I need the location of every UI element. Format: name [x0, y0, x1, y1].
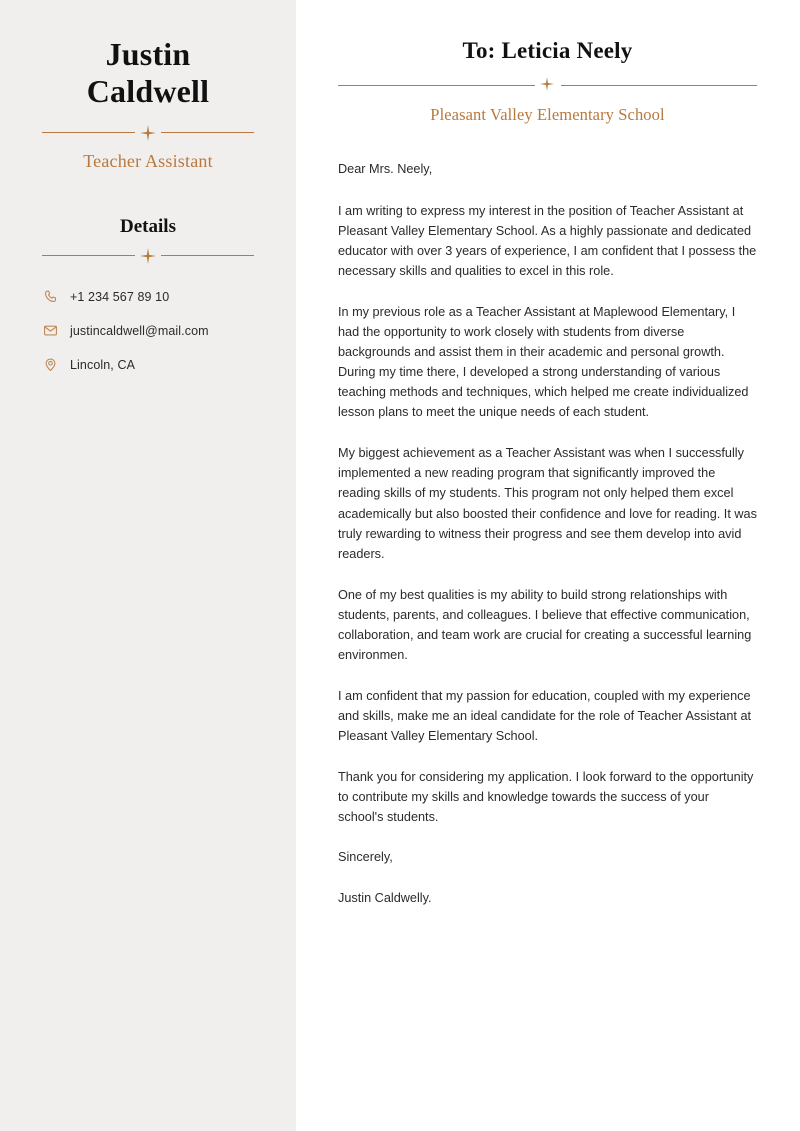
contact-phone	[42, 288, 296, 306]
candidate-last-name: Caldwell	[86, 73, 210, 110]
name-divider	[42, 125, 254, 141]
candidate-first-name: Justin	[105, 36, 191, 72]
email-value: justincaldwell@mail.com	[70, 323, 209, 338]
divider-line-right	[561, 85, 758, 86]
divider-line-right	[161, 255, 254, 256]
star-ornament-icon	[540, 77, 556, 93]
letter-signature: Justin Caldwelly.	[338, 891, 432, 905]
letter-organization: Pleasant Valley Elementary School	[430, 105, 665, 124]
location-value: Lincoln, CA	[70, 357, 136, 372]
letter-content	[296, 0, 800, 1131]
contact-location	[42, 356, 296, 374]
candidate-name	[18, 36, 278, 111]
star-ornament-icon	[140, 125, 156, 141]
letter-paragraph: I am confident that my passion for education, coupled with my experience and skills, make me an ideal candidate for the role of Teacher Assistant at Pleasant Valley Elementary School.	[338, 688, 752, 744]
divider-line-left	[42, 255, 135, 256]
contact-list	[0, 288, 296, 374]
sidebar	[0, 0, 296, 1131]
letter-paragraph: One of my best qualities is my ability to build strong relationships with students, parents, and colleagues. I believe that effective communication, collaboration, and team work are crucial for creating a successful learning environmen.	[338, 587, 752, 662]
envelope-icon	[42, 322, 59, 339]
divider-line-right	[161, 132, 254, 133]
divider-line-left	[338, 85, 535, 86]
candidate-role: Teacher Assistant	[83, 150, 213, 171]
location-pin-icon	[42, 356, 59, 373]
letter-salutation: Dear Mrs. Neely,	[338, 162, 433, 176]
name-block	[0, 36, 296, 111]
details-divider	[42, 248, 254, 264]
letter-header-divider	[338, 77, 757, 93]
contact-email	[42, 322, 296, 340]
letter-paragraph: I am writing to express my interest in the position of Teacher Assistant at Pleasant Valley Elementary School. As a highly passionate and dedicated educator with over 3 years of experience, I am confident that I possess the necessary skills and qualities to excel in this role.	[338, 203, 757, 278]
star-ornament-icon	[140, 248, 156, 264]
letter-body	[338, 160, 757, 909]
details-heading: Details	[120, 215, 176, 237]
divider-line-left	[42, 132, 135, 133]
letter-paragraph: My biggest achievement as a Teacher Assistant was when I successfully implemented a new reading program that significantly improved the reading skills of my students. This program not only helped them excel academically but also boosted their confidence and love for reading. It was truly rewarding to witness their progress and see them develop into avid readers.	[338, 446, 757, 561]
letter-recipient: To: Leticia Neely	[462, 38, 633, 63]
phone-value: +1 234 567 89 10	[70, 289, 170, 304]
letter-paragraph: In my previous role as a Teacher Assistant at Maplewood Elementary, I had the opportunity to work closely with students from diverse backgrounds and assist them in their academic and personal growth. During my time there, I developed a strong understanding of various teaching methods and techniques, which helped me create individualized lesson plans to meet the unique needs of each student.	[338, 304, 749, 420]
letter-paragraph: Thank you for considering my application. I look forward to the opportunity to contribute my skills and knowledge towards the success of your school's students.	[338, 770, 754, 825]
letter-closing: Sincerely,	[338, 850, 393, 865]
phone-icon	[42, 288, 59, 305]
